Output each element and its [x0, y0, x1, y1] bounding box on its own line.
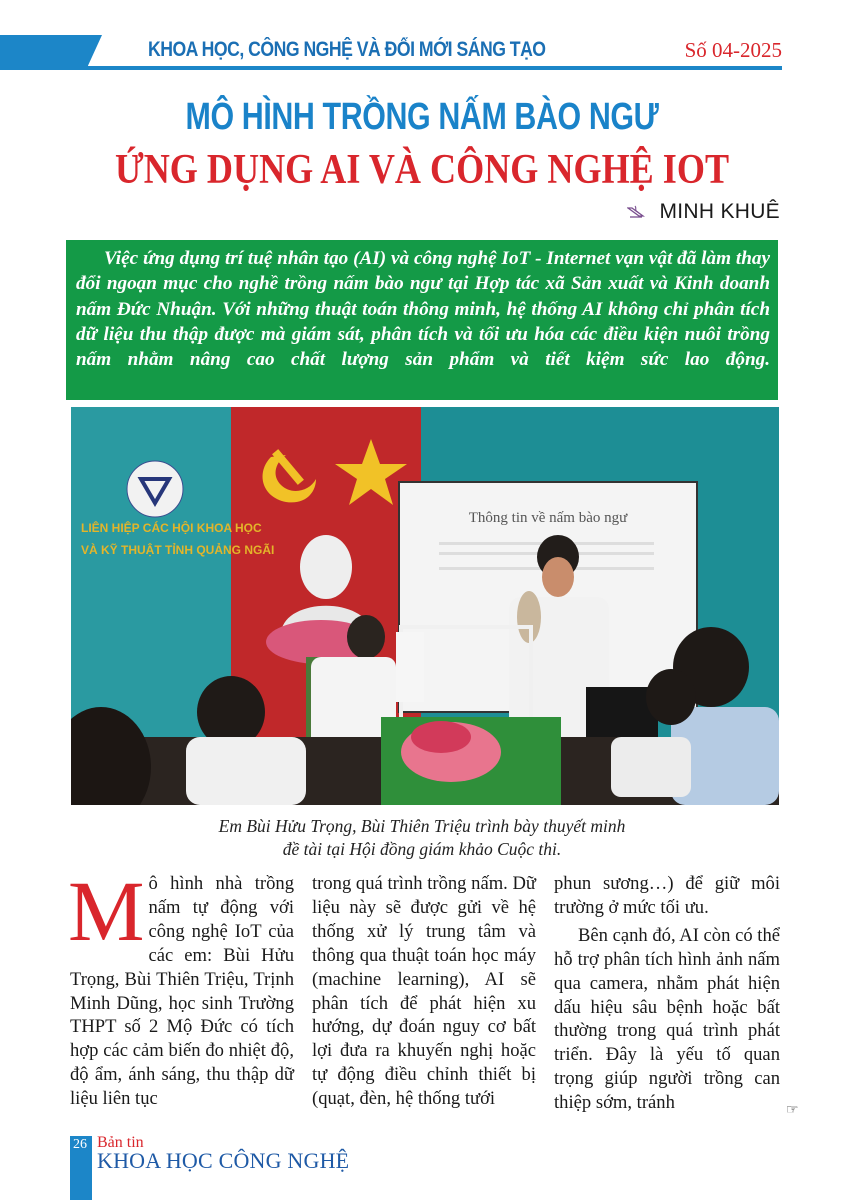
section-title: KHOA HỌC, CÔNG NGHỆ VÀ ĐỔI MỚI SÁNG TẠO [148, 38, 546, 61]
publication-subtitle: Bản tin [97, 1134, 144, 1151]
issue-number: Số 04-2025 [684, 38, 782, 62]
caption-line1: Em Bùi Hửu Trọng, Bùi Thiên Triệu trình bày thuyết minh [218, 816, 626, 836]
drop-cap: M [68, 863, 145, 959]
header-band-slant [86, 35, 102, 70]
lead-box [66, 240, 778, 400]
body-column-3 [554, 872, 780, 1115]
body-column-1 [68, 863, 294, 1111]
body-text-col3-p1: phun sương…) để giữ môi trường ở mức tối ưu. [554, 873, 780, 918]
byline [627, 200, 780, 224]
pen-writing-icon [627, 205, 645, 219]
caption-line2: đề tài tại Hội đồng giám khảo Cuộc thi. [282, 839, 562, 859]
page-number: 26 [73, 1137, 87, 1152]
body-text-col3-p2: Bên cạnh đó, AI còn có thể hỗ trợ phân tích hình ảnh nấm qua camera, nhằm phát hiện dấu hiệu sâu bệnh hoặc bất thường trong quá trình phát triển. Đây là yếu tố quan trọng giúp người trồng can thiệp sớm, tránh [554, 924, 780, 1114]
article-title-line1: MÔ HÌNH TRỒNG NẤM BÀO NGƯ [185, 96, 659, 138]
article-title-line2: ỨNG DỤNG AI VÀ CÔNG NGHỆ IOT [114, 147, 730, 193]
author-name: MINH KHUÊ [659, 200, 780, 223]
wall-sign-line1: LIÊN HIỆP CÁC HỘI KHOA HỌC [81, 521, 262, 535]
union-logo [127, 461, 183, 517]
header-rule [0, 66, 782, 70]
article-photo [71, 407, 779, 805]
header-band [0, 35, 88, 70]
body-column-2 [312, 872, 536, 1111]
screen-title: Thông tin về nấm bào ngư [468, 510, 628, 526]
wall-sign-line2: VÀ KỸ THUẬT TỈNH QUẢNG NGÃI [81, 543, 275, 557]
body-text-col2: trong quá trình trồng nấm. Dữ liệu này sẽ được gửi về hệ thống xử lý trung tâm và thông qua thuật toán học máy (machine learning), AI sẽ phân tích để phát hiện xu hướng, dự đoán nguy cơ bất lợi đưa ra khuyến nghị hoặc tự động điều chỉnh thiết bị (quạt, đèn, hệ thống tưới [312, 873, 536, 1110]
photo-caption [0, 815, 844, 861]
pointing-hand-continue-icon: ☞ [786, 1103, 799, 1118]
publication-title: KHOA HỌC CÔNG NGHỆ [97, 1148, 350, 1173]
lead-text: Việc ứng dụng trí tuệ nhân tạo (AI) và công nghệ IoT - Internet vạn vật đã làm thay đổi ngoạn mục cho nghề trồng nấm bào ngư tại Hợp tác xã Sản xuất và Kinh doanh nấm Đức Nhuận. Với những thuật toán thông minh, hệ thống AI không chỉ phân tích dữ liệu thu thập được mà giám sát, phân tích và tối ưu hóa các điều kiện nuôi trồng nấm nhằm nâng cao chất lượng sản phẩm và tiết kiệm sức lao động. [76, 248, 770, 371]
body-text-col1: ô hình nhà trồng nấm tự động với công nghệ IoT của các em: Bùi Hửu Trọng, Bùi Thiên Triệu, Trịnh Minh Dũng, học sinh Trường THPT số 2 Mộ Đức có tích hợp các cảm biến đo nhiệt độ, độ ẩm, ánh sáng, thu thập dữ liệu liên tục [70, 873, 294, 1110]
